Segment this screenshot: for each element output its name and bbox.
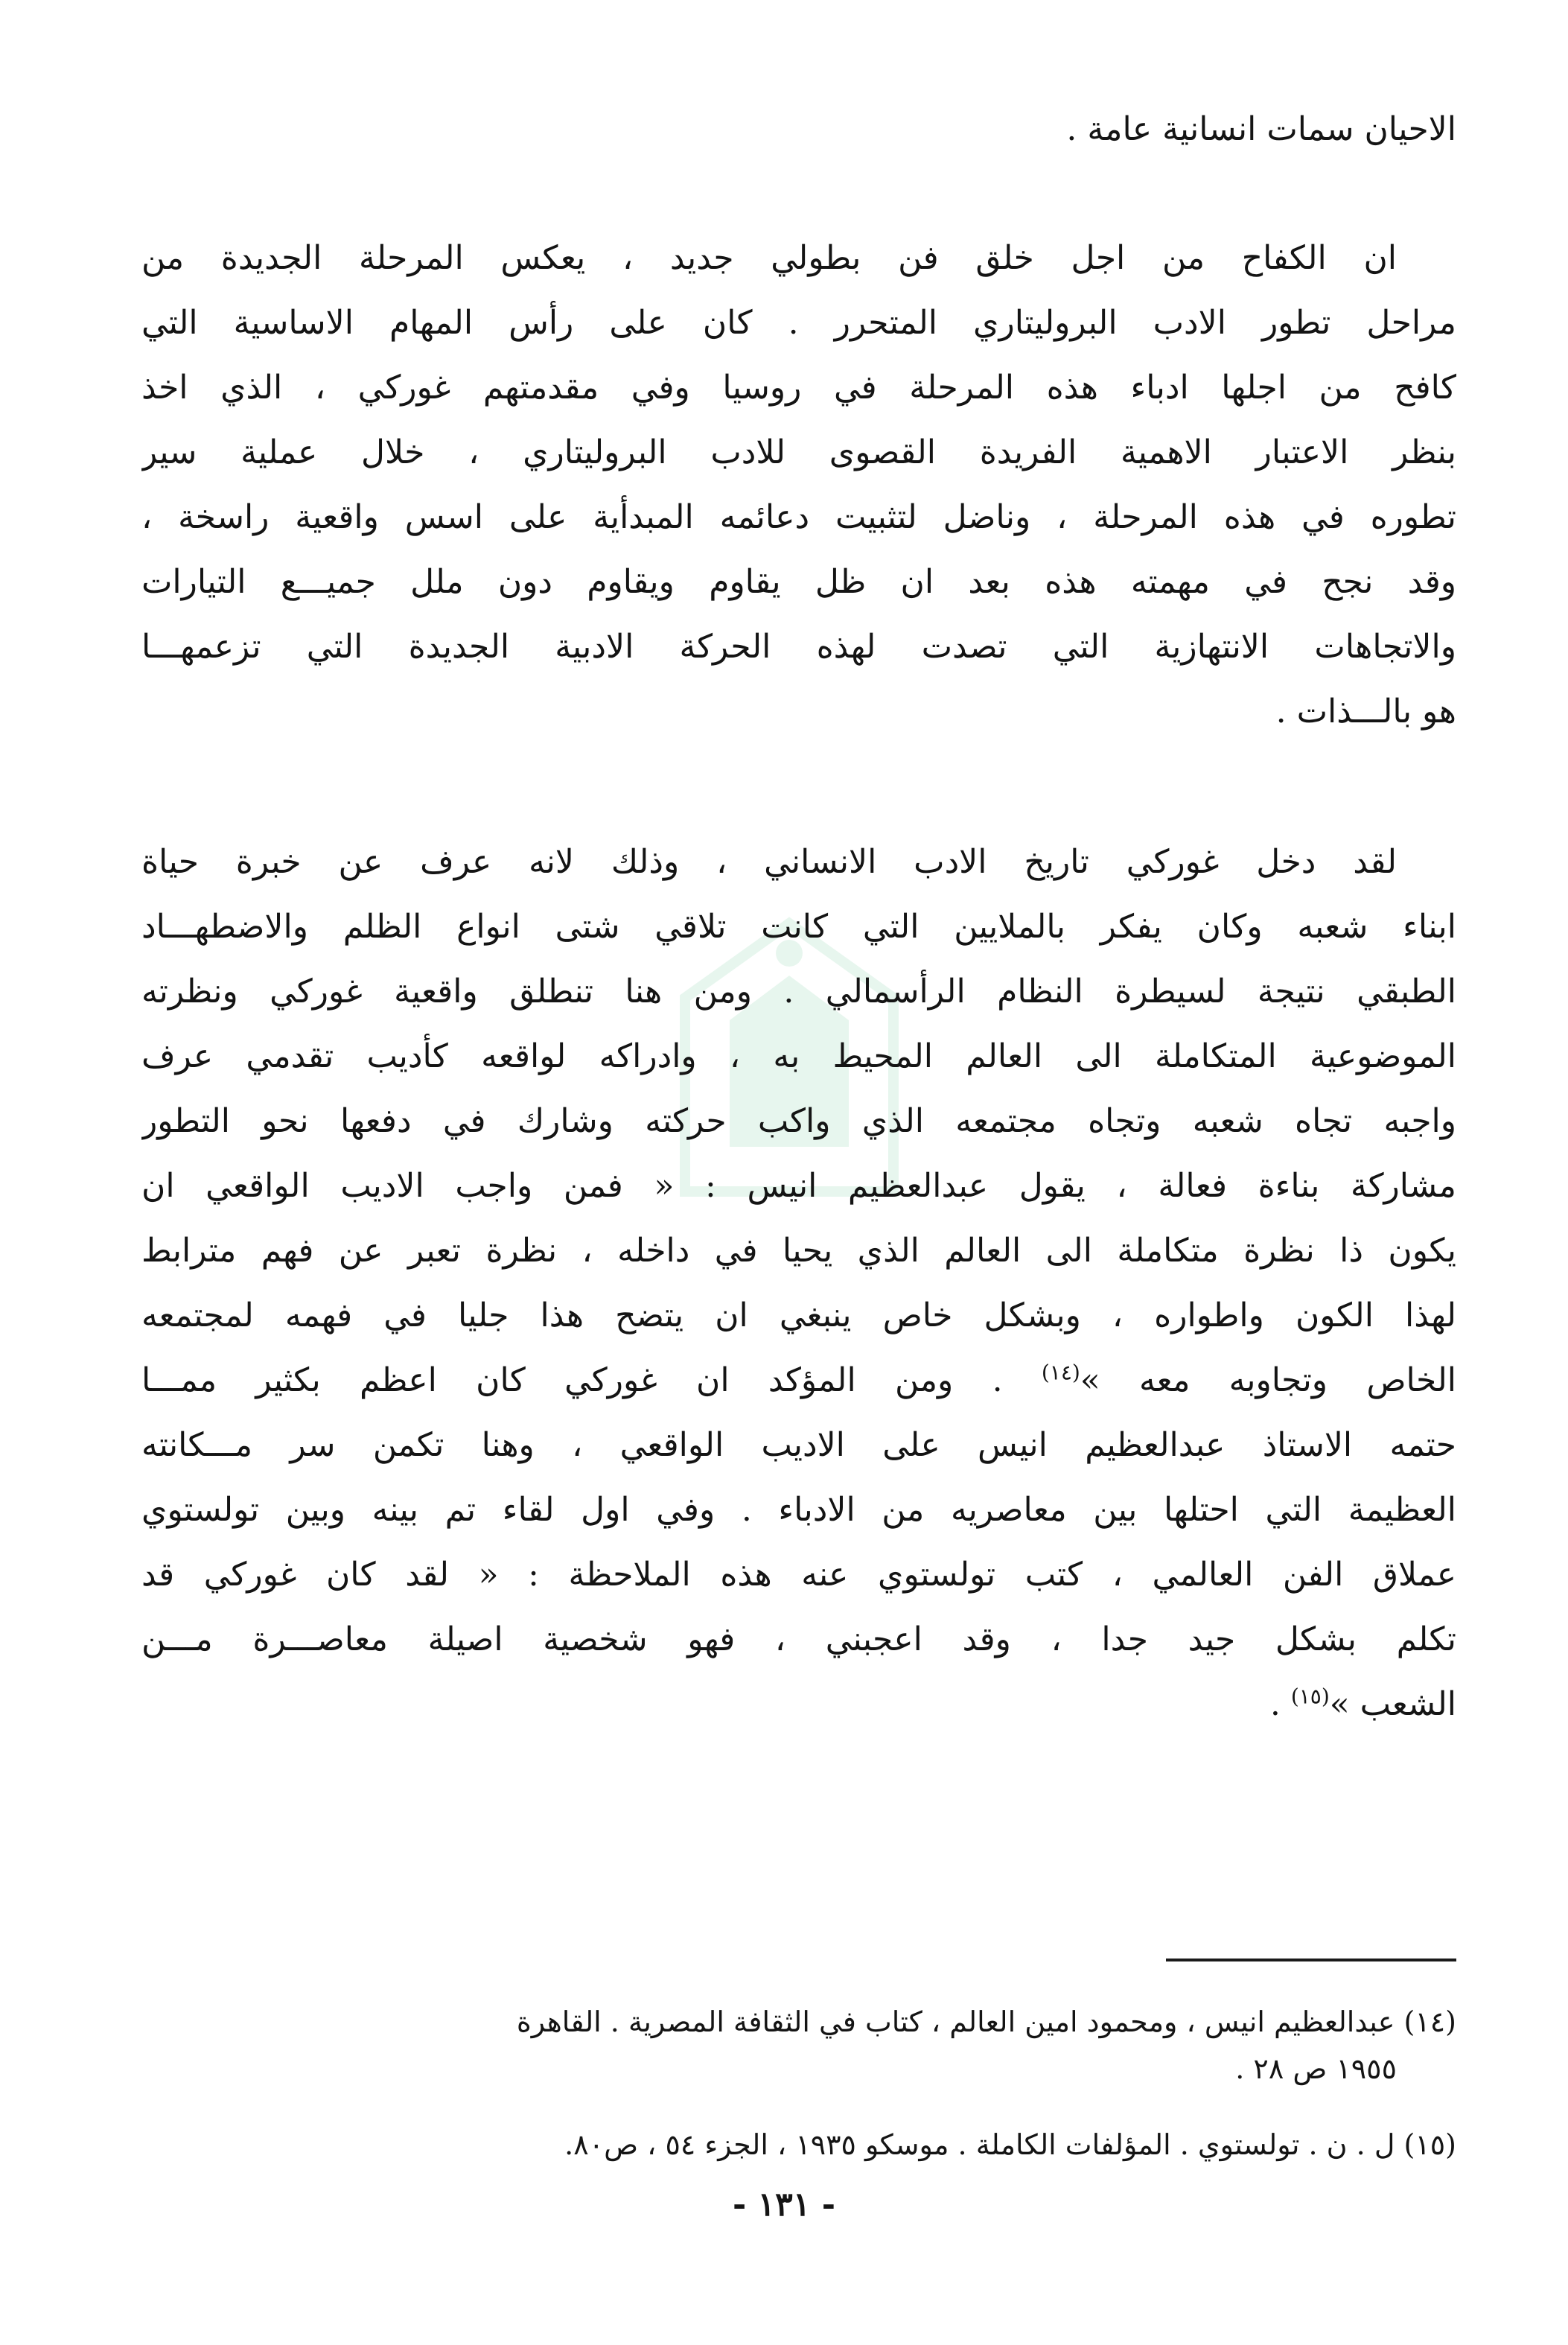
text-line-8: والاتجاهات الانتهازية التي تصدت لهذه الحركة الادبية الجديدة التي تزعمهـــا [141, 628, 1456, 666]
text-line-23 [141, 1672, 1456, 1737]
text-line-6: تطوره في هذه المرحلة ، وناضل لتثبيت دعائمه المبدأية على اسس واقعية راسخة ، [141, 498, 1456, 536]
text-line-13: الموضوعية المتكاملة الى العالم المحيط به ، وادراكه لواقعه كأديب تقدمي عرف [141, 1037, 1456, 1075]
footnote-14-line-2: ١٩٥٥ ص ٢٨ . [1235, 2052, 1397, 2085]
text-line-18-tail: . ومن المؤكد ان غوركي كان اعظم بكثير ممـــا [141, 1361, 1042, 1399]
text-line-3: مراحل تطور الادب البروليتاري المتحرر . كان على رأس المهام الاساسية التي [141, 304, 1456, 342]
text-line-2: ان الكفاح من اجل خلق فن بطولي جديد ، يعكس المرحلة الجديدة من [141, 239, 1397, 277]
text-line-23-tail: . [1269, 1685, 1291, 1723]
page-number: - ١٣١ - [732, 2186, 836, 2224]
text-line-21: عملاق الفن العالمي ، كتب تولستوي عنه هذه الملاحظة : « لقد كان غوركي قد [141, 1556, 1456, 1594]
text-line-12: الطبقي نتيجة لسيطرة النظام الرأسمالي . ومن هنا تنطلق واقعية غوركي ونظرته [141, 973, 1456, 1011]
text-line-20: العظيمة التي احتلها بين معاصريه من الادباء . وفي اول لقاء تم بينه وبين تولستوي [141, 1491, 1456, 1529]
text-line-22: تكلم بشكل جيد جدا ، وقد اعجبني ، فهو شخصية اصيلة معاصـــرة مـــن [141, 1620, 1456, 1658]
text-line-18 [141, 1348, 1456, 1413]
text-line-18-head: الخاص وتجاوبه معه » [1080, 1361, 1456, 1399]
text-line-4: كافح من اجلها ادباء هذه المرحلة في روسيا وفي مقدمتهم غوركي ، الذي اخذ [141, 369, 1456, 407]
footnote-14-line-1: (١٤) عبدالعظيم انيس ، ومحمود امين العالم ، كتاب في الثقافة المصرية . القاهرة [516, 2005, 1456, 2038]
text-line-15: مشاركة بناءة فعالة ، يقول عبدالعظيم انيس : « فمن واجب الاديب الواقعي ان [141, 1167, 1456, 1205]
footnote-marker-14: (١٤) [1041, 1360, 1080, 1385]
text-line-14: واجبه تجاه شعبه وتجاه مجتمعه الذي واكب حركته وشارك في دفعها نحو التطور [141, 1102, 1456, 1140]
text-line-23-head: الشعب » [1329, 1685, 1456, 1723]
text-line-1: الاحيان سمات انسانية عامة . [1066, 110, 1456, 148]
paragraph-gap [141, 744, 1456, 830]
text-line-16: يكون ذا نظرة متكاملة الى العالم الذي يحيا في داخله ، نظرة تعبر عن فهم مترابط [141, 1232, 1456, 1270]
body-text [141, 97, 1456, 1737]
text-line-19: حتمه الاستاذ عبدالعظيم انيس على الاديب الواقعي ، وهنا تكمن سر مـــكانته [141, 1426, 1456, 1464]
footnote-marker-15: (١٥) [1290, 1684, 1330, 1709]
text-line-5: بنظر الاعتبار الاهمية الفريدة القصوى للادب البروليتاري ، خلال عملية سير [141, 433, 1456, 471]
text-line-10: لقد دخل غوركي تاريخ الادب الانساني ، وذلك لانه عرف عن خبرة حياة [141, 843, 1397, 881]
text-line-9: هو بالـــذات . [1275, 693, 1456, 731]
footnote-15: (١٥) ل . ن . تولستوي . المؤلفات الكاملة . موسكو ١٩٣٥ ، الجزء ٥٤ ، ص٨٠. [564, 2128, 1456, 2161]
text-line-11: ابناء شعبه وكان يفكر بالملايين التي كانت تلاقي شتى انواع الظلم والاضطهـــاد [141, 908, 1456, 946]
paragraph-gap [141, 162, 1456, 226]
text-line-7: وقد نجح في مهمته هذه بعد ان ظل يقاوم ويقاوم دون ملل جميـــع التيارات [141, 563, 1456, 601]
text-line-17: لهذا الكون واطواره ، وبشكل خاص ينبغي ان يتضح هذا جليا في فهمه لمجتمعه [141, 1296, 1456, 1334]
footnote-divider [1166, 1959, 1456, 1961]
